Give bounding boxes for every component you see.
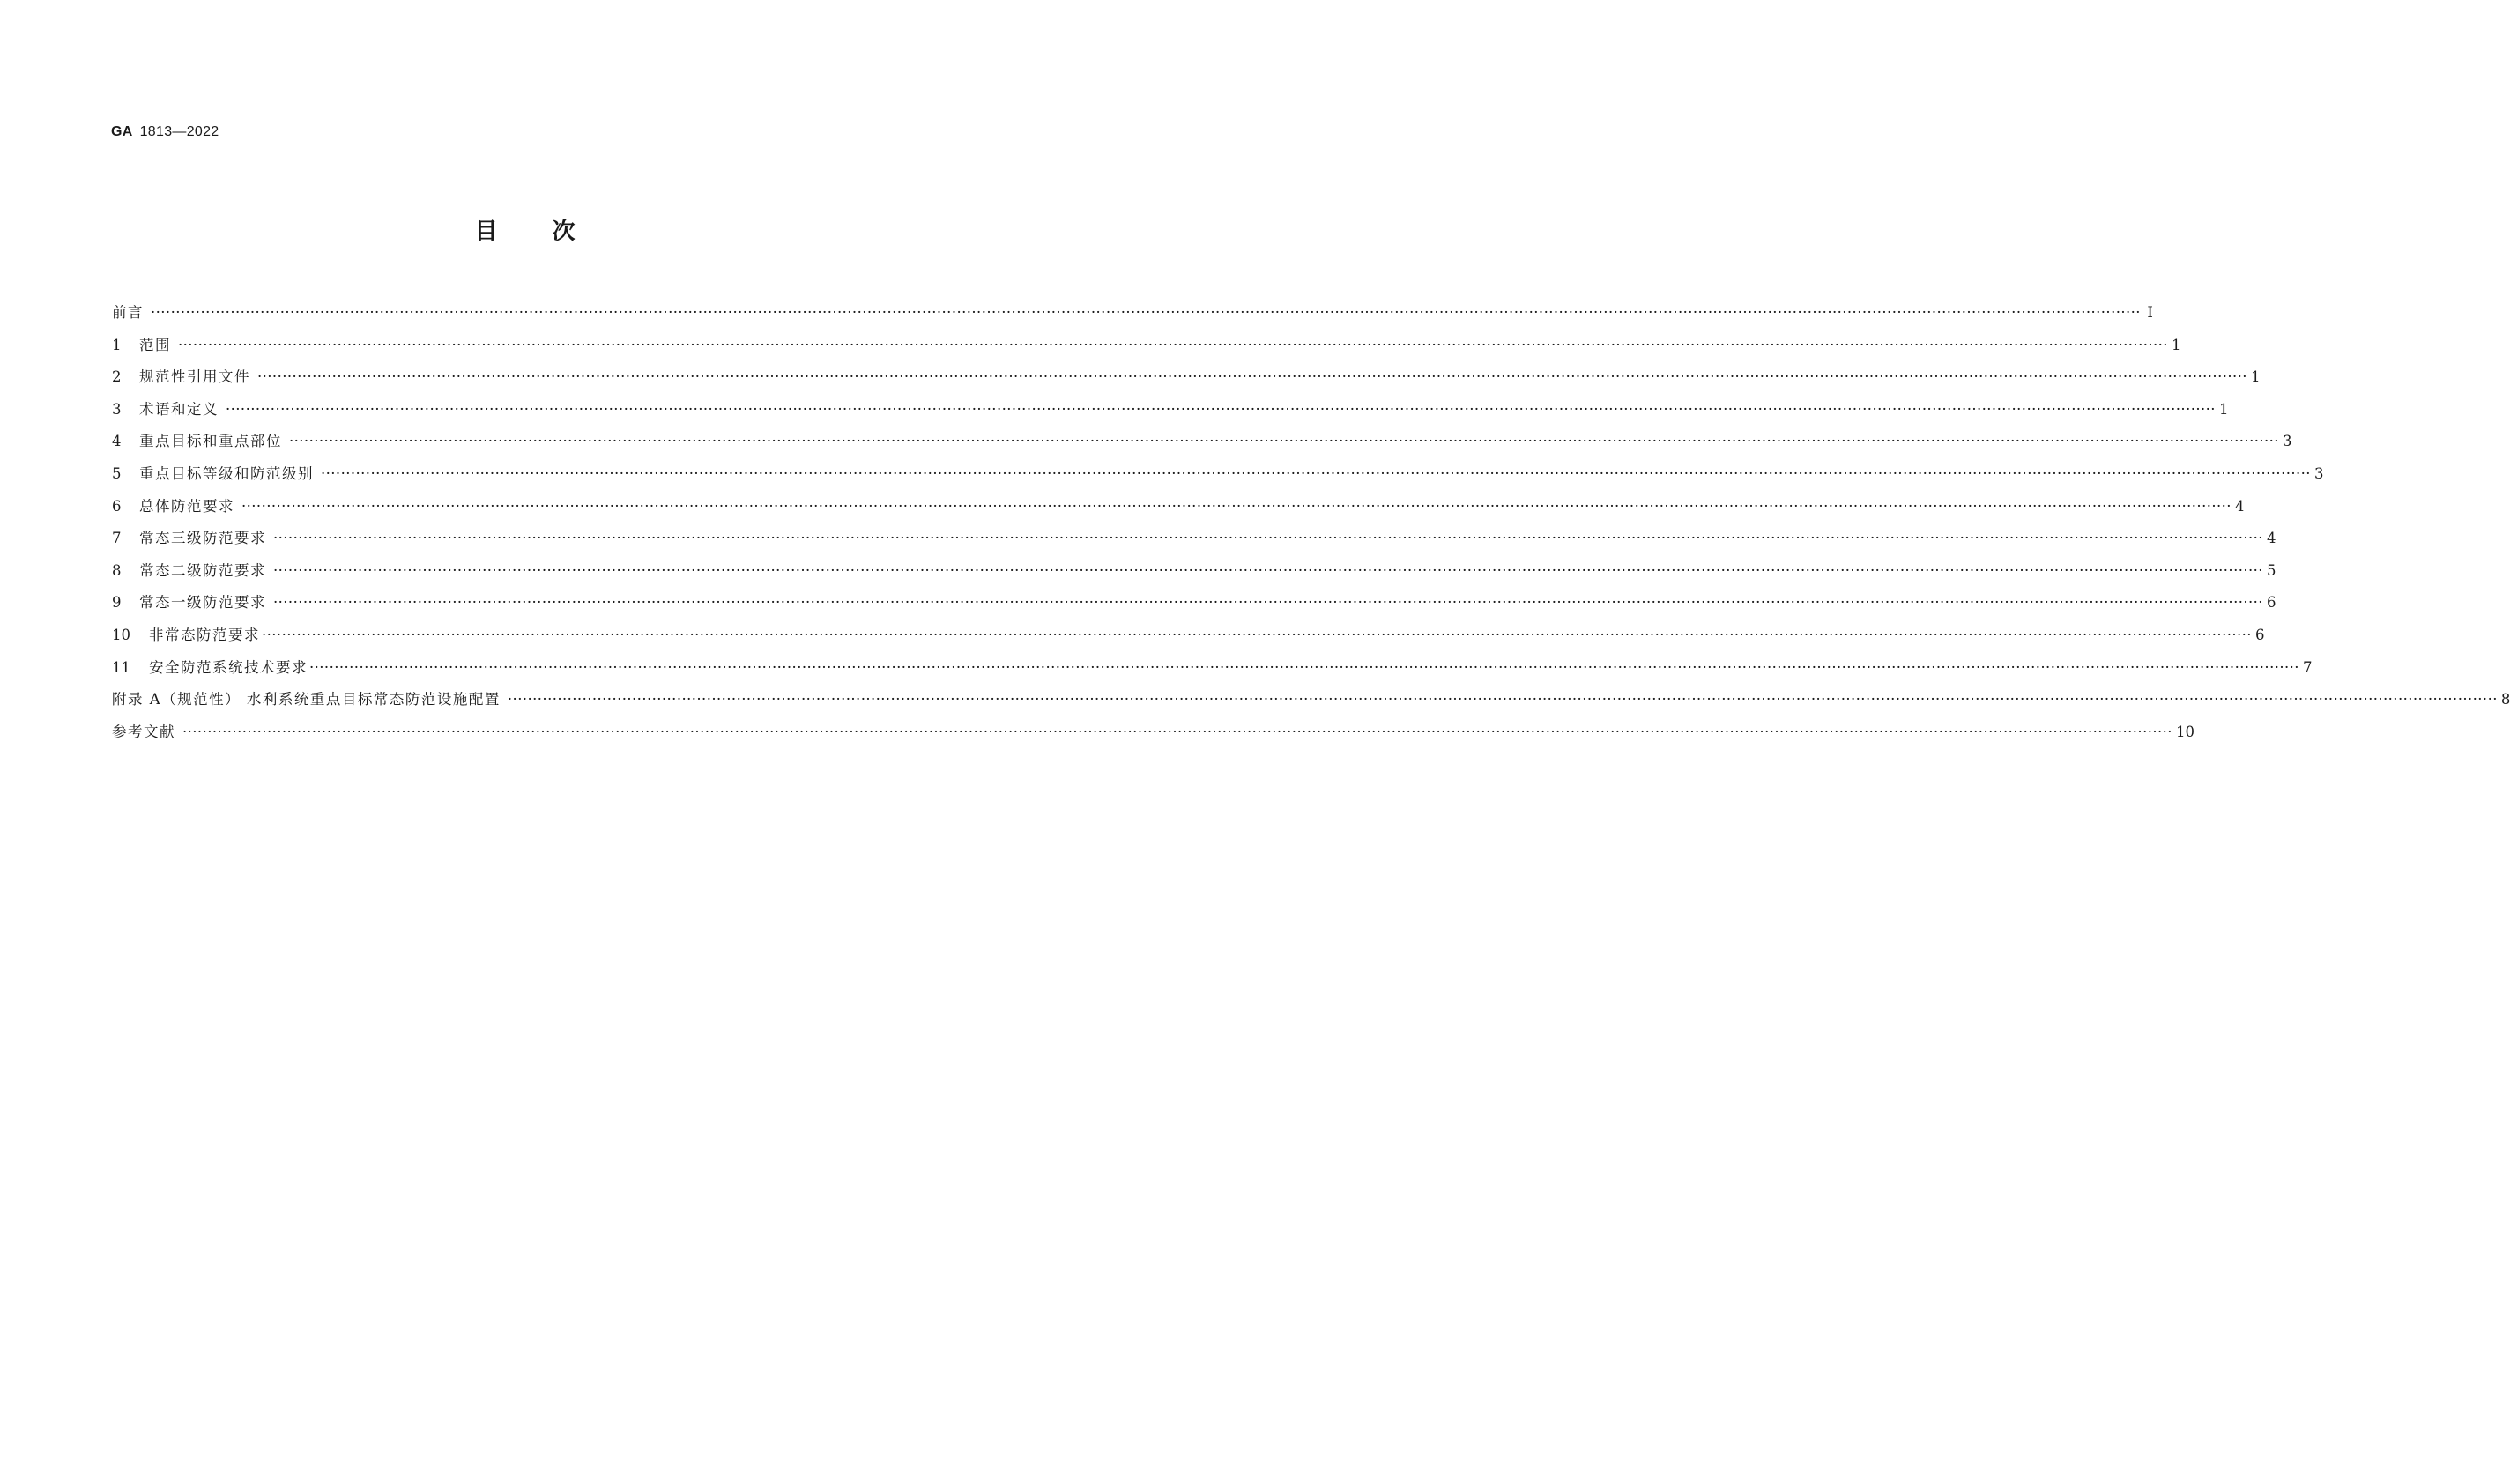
toc-page-number: 6 — [2254, 626, 2265, 643]
toc-section-number: 11 — [112, 658, 130, 676]
toc-entry-title: 常态三级防范要求 — [139, 530, 266, 547]
toc-entry-title: 非常态防范要求 — [149, 626, 260, 643]
toc-entry-9[interactable] — [112, 590, 2276, 623]
toc-section-number: 10 — [112, 626, 130, 643]
toc-page-number: 8 — [2500, 691, 2510, 709]
toc-section-number: 8 — [112, 561, 122, 579]
toc-page-number: 1 — [2250, 368, 2261, 386]
toc-entry-title: 安全防范系统技术要求 — [149, 658, 308, 676]
toc-entry-1[interactable] — [112, 333, 2181, 366]
dot-leader: ················································································································································································································································································································································································································ — [241, 497, 2232, 515]
toc-entry-title: 规范性引用文件 — [139, 368, 250, 386]
toc-page-number: 4 — [2234, 497, 2245, 515]
toc-section-number: 1 — [112, 336, 122, 353]
toc-entry-title: 常态一级防范要求 — [139, 594, 266, 612]
dot-leader: ················································································································································································································································································································································································································ — [226, 400, 2216, 418]
toc-entry-title: 附录 A（规范性） 水利系统重点目标常态防范设施配置 — [112, 691, 501, 709]
toc-section-number: 9 — [112, 594, 122, 612]
toc-entry-10[interactable] — [112, 623, 2265, 656]
dot-leader: ················································································································································································································································································································································································································ — [273, 530, 2263, 547]
toc-entry-bibliography[interactable] — [112, 720, 2194, 753]
toc-entry-title: 总体防范要求 — [139, 497, 234, 515]
page-title — [0, 218, 1050, 246]
table-of-contents — [112, 301, 2510, 752]
standard-number: 1813—2022 — [139, 124, 219, 139]
toc-entry-foreword[interactable] — [112, 301, 2153, 333]
toc-entry-2[interactable] — [112, 365, 2261, 397]
document-code — [111, 124, 219, 140]
toc-entry-title: 参考文献 — [112, 723, 175, 740]
dot-leader: ················································································································································································································································································································································································································ — [289, 433, 2279, 450]
toc-entry-3[interactable] — [112, 397, 2229, 430]
toc-entry-11[interactable] — [112, 656, 2313, 688]
toc-section-number: 3 — [112, 400, 122, 418]
toc-entry-5[interactable] — [112, 462, 2324, 494]
toc-entry-title: 前言 — [112, 304, 144, 321]
toc-page-number: Ⅰ — [2147, 304, 2153, 321]
toc-entry-title: 范围 — [139, 336, 171, 353]
toc-entry-4[interactable] — [112, 429, 2292, 462]
toc-entry-6[interactable] — [112, 494, 2245, 527]
toc-page-number: 5 — [2266, 561, 2276, 579]
toc-page-number: 4 — [2266, 530, 2276, 547]
dot-leader: ················································································································································································································································································································································································································ — [151, 304, 2141, 321]
dot-leader: ················································································································································································································································································································································································································ — [178, 336, 2168, 353]
dot-leader: ················································································································································································································································································································································································································ — [309, 658, 2299, 676]
toc-section-number: 7 — [112, 530, 122, 547]
toc-section-number: 5 — [112, 464, 122, 482]
toc-entry-annex-a[interactable] — [112, 687, 2510, 720]
title-char-1: 目 — [474, 219, 498, 245]
toc-entry-title: 重点目标和重点部位 — [139, 433, 282, 450]
dot-leader: ················································································································································································································································································································································································································ — [321, 464, 2311, 482]
toc-entry-title: 重点目标等级和防范级别 — [139, 464, 314, 482]
toc-entry-7[interactable] — [112, 526, 2276, 559]
toc-page-number: 6 — [2266, 594, 2276, 612]
dot-leader: ················································································································································································································································································································································································································ — [273, 561, 2263, 579]
dot-leader: ················································································································································································································································································································································································································ — [507, 691, 2498, 709]
toc-page-number: 3 — [2313, 464, 2324, 482]
dot-leader: ················································································································································································································································································································································································································ — [257, 368, 2247, 386]
standard-prefix: GA — [111, 124, 133, 139]
dot-leader: ················································································································································································································································································································································································································ — [182, 723, 2172, 740]
toc-page-number: 10 — [2175, 723, 2194, 740]
dot-leader: ················································································································································································································································································································································································································ — [262, 626, 2252, 643]
toc-page-number: 7 — [2302, 658, 2313, 676]
toc-page-number: 1 — [2171, 336, 2181, 353]
toc-page-number: 3 — [2282, 433, 2292, 450]
toc-entry-title: 术语和定义 — [139, 400, 219, 418]
title-char-2: 次 — [552, 219, 576, 245]
toc-entry-8[interactable] — [112, 559, 2276, 591]
toc-section-number: 4 — [112, 433, 122, 450]
toc-page-number: 1 — [2218, 400, 2229, 418]
dot-leader: ················································································································································································································································································································································································································ — [273, 594, 2263, 612]
toc-section-number: 6 — [112, 497, 122, 515]
toc-entry-title: 常态二级防范要求 — [139, 561, 266, 579]
toc-section-number: 2 — [112, 368, 122, 386]
